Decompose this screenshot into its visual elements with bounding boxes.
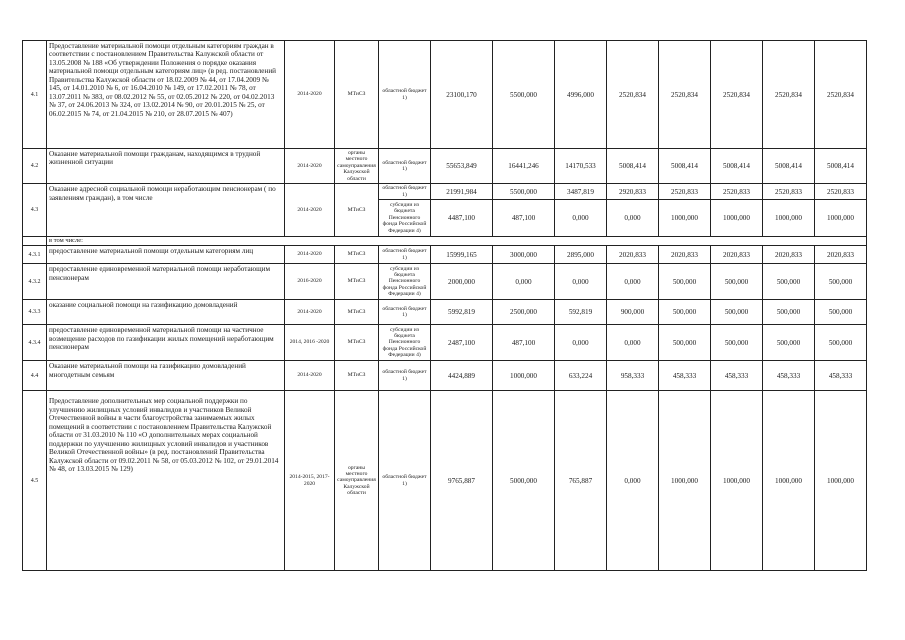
table-row [23, 184, 867, 200]
row-period: 2014-2020 [285, 361, 335, 391]
row-2018: 5008,414 [711, 149, 763, 184]
row-2015: 0,000 [555, 200, 607, 237]
row-2017: 1000,000 [659, 391, 711, 571]
row-2018: 2020,833 [711, 246, 763, 264]
row-description: оказание социальной помощи на газификацию домовладений [47, 300, 285, 325]
row-number: 4.3 [23, 184, 47, 237]
row-executor: МТиСЗ [335, 264, 379, 300]
row-period: 2014-2020 [285, 246, 335, 264]
row-description: предоставление единовременной материальной помощи неработающим пенсионерам [47, 264, 285, 300]
row-total: 4424,889 [431, 361, 493, 391]
table-row [23, 41, 867, 149]
row-number: 4.3.4 [23, 325, 47, 361]
row-total: 4487,100 [431, 200, 493, 237]
row-description: Оказание материальной помощи гражданам, находящимся в трудной жизненной ситуации [47, 149, 285, 184]
row-2020: 500,000 [815, 264, 867, 300]
row-total: 21991,984 [431, 184, 493, 200]
row-2014: 5500,000 [493, 184, 555, 200]
row-2016: 0,000 [607, 391, 659, 571]
row-description: предоставление материальной помощи отдельным категориям лиц [47, 246, 285, 264]
row-2019: 5008,414 [763, 149, 815, 184]
row-description: предоставление единовременной материальной помощи на частичное возмещение расходов по газификации жилых помещений неработающим пенсионерам [47, 325, 285, 361]
table-row [23, 361, 867, 391]
row-period: 2014-2020 [285, 149, 335, 184]
row-2014: 5500,000 [493, 41, 555, 149]
row-source: областной бюджет 1) [379, 41, 431, 149]
row-description: Оказание адресной социальной помощи неработающим пенсионерам ( по заявлениям граждан), в том числе [47, 184, 285, 237]
table-row [23, 237, 867, 246]
row-source: субсидии из бюджета Пенсионного фонда Российской Федерации 4) [379, 325, 431, 361]
row-2014: 1000,000 [493, 361, 555, 391]
row-2018: 2520,834 [711, 41, 763, 149]
row-2016: 2920,833 [607, 184, 659, 200]
row-source: субсидии из бюджета Пенсионного фонда Российской Федерации 4) [379, 264, 431, 300]
row-2017: 500,000 [659, 325, 711, 361]
row-2017: 500,000 [659, 300, 711, 325]
row-source: субсидии из бюджета Пенсионного фонда Российской Федерации 4) [379, 200, 431, 237]
row-2019: 2520,834 [763, 41, 815, 149]
row-description: Предоставление материальной помощи отдельным категориям граждан в соответствии с постановлением Правительства Калужской области от 13.05.2008 № 188 «Об утверждении Положения о порядке оказания материальной помощи отдельным категориям лиц» (в ред. постановлений Правительства Калужской области от 18.02.2009 № 44, от 17.04.2009 № 145, от 14.01.2010 № 6, от 16.04.2010 № 149, от 17.02.2011 № 78, от 13.07.2011 № 383, от 08.02.2012 № 55, от 02.05.2012 № 220, от 04.02.2013 № 37, от 24.06.2013 № 324, от 13.02.2014 № 90, от 20.01.2015 № 25, от 06.02.2015 № 74, от 21.04.2015 № 210, от 28.07.2015 № 407) [47, 41, 285, 149]
table-row [23, 264, 867, 300]
row-2019: 2020,833 [763, 246, 815, 264]
row-2019: 1000,000 [763, 391, 815, 571]
row-2017: 2020,833 [659, 246, 711, 264]
row-2019: 2520,833 [763, 184, 815, 200]
row-2016: 0,000 [607, 264, 659, 300]
row-executor: МТиСЗ [335, 41, 379, 149]
row-2014: 5000,000 [493, 391, 555, 571]
row-2015: 2895,000 [555, 246, 607, 264]
row-2020: 458,333 [815, 361, 867, 391]
row-2018: 500,000 [711, 264, 763, 300]
row-executor: МТиСЗ [335, 325, 379, 361]
row-2015: 14170,533 [555, 149, 607, 184]
row-2017: 5008,414 [659, 149, 711, 184]
row-2015: 3487,819 [555, 184, 607, 200]
table-row [23, 325, 867, 361]
row-2017: 458,333 [659, 361, 711, 391]
table-row [23, 246, 867, 264]
row-2019: 500,000 [763, 325, 815, 361]
row-2019: 458,333 [763, 361, 815, 391]
row-source: областной бюджет 1) [379, 300, 431, 325]
row-total: 2487,100 [431, 325, 493, 361]
row-description: Предоставление дополнительных мер социальной поддержки по улучшению жилищных условий инвалидов и участников Великой Отечественной войны в части благоустройства занимаемых жилых помещений в соответствии с постановлением Правительства Калужской области от 31.03.2010 № 110 «О дополнительных мерах социальной поддержки по улучшению жилищных условий инвалидов и участников Великой Отечественной войны» (в ред. постановлений Правительства Калужской области от 09.02.2011 № 58, от 05.03.2012 № 102, от 29.01.2014 № 48, от 13.03.2015 № 129) [47, 391, 285, 571]
row-2014: 2500,000 [493, 300, 555, 325]
row-period: 2016-2020 [285, 264, 335, 300]
row-executor: МТиСЗ [335, 246, 379, 264]
row-2014: 3000,000 [493, 246, 555, 264]
including-label: в том числе: [47, 237, 867, 246]
row-2020: 2520,833 [815, 184, 867, 200]
row-period: 2014-2020 [285, 300, 335, 325]
row-2020: 2020,833 [815, 246, 867, 264]
row-2018: 500,000 [711, 300, 763, 325]
row-2018: 1000,000 [711, 200, 763, 237]
row-2020: 500,000 [815, 300, 867, 325]
row-2015: 0,000 [555, 264, 607, 300]
row-source: областной бюджет 1) [379, 361, 431, 391]
row-total: 23100,170 [431, 41, 493, 149]
row-2015: 0,000 [555, 325, 607, 361]
row-2020: 1000,000 [815, 200, 867, 237]
row-executor: органы местного самоуправления Калужской области [335, 391, 379, 571]
row-2014: 0,000 [493, 264, 555, 300]
row-2019: 500,000 [763, 300, 815, 325]
row-2018: 1000,000 [711, 391, 763, 571]
row-number: 4.1 [23, 41, 47, 149]
row-executor: МТиСЗ [335, 300, 379, 325]
row-number: 4.3.3 [23, 300, 47, 325]
row-2017: 1000,000 [659, 200, 711, 237]
row-2016: 5008,414 [607, 149, 659, 184]
row-2018: 2520,833 [711, 184, 763, 200]
row-2015: 633,224 [555, 361, 607, 391]
row-2015: 765,887 [555, 391, 607, 571]
program-table [22, 40, 867, 571]
row-total: 5992,819 [431, 300, 493, 325]
row-executor: органы местного самоуправления Калужской области [335, 149, 379, 184]
row-2014: 16441,246 [493, 149, 555, 184]
row-period: 2014-2015, 2017-2020 [285, 391, 335, 571]
row-source: областной бюджет 1) [379, 184, 431, 200]
row-2016: 2520,834 [607, 41, 659, 149]
row-2018: 500,000 [711, 325, 763, 361]
row-source: областной бюджет 1) [379, 246, 431, 264]
row-total: 2000,000 [431, 264, 493, 300]
row-2017: 2520,833 [659, 184, 711, 200]
row-number: 4.3.2 [23, 264, 47, 300]
row-2020: 5008,414 [815, 149, 867, 184]
row-total: 15999,165 [431, 246, 493, 264]
row-total: 9765,887 [431, 391, 493, 571]
row-number: 4.2 [23, 149, 47, 184]
row-2020: 2520,834 [815, 41, 867, 149]
row-2016: 958,333 [607, 361, 659, 391]
row-executor: МТиСЗ [335, 184, 379, 237]
row-executor: МТиСЗ [335, 361, 379, 391]
table-row [23, 391, 867, 571]
row-2019: 1000,000 [763, 200, 815, 237]
row-period: 2014-2020 [285, 41, 335, 149]
row-2014: 487,100 [493, 325, 555, 361]
row-2015: 592,819 [555, 300, 607, 325]
row-2019: 500,000 [763, 264, 815, 300]
row-2014: 487,100 [493, 200, 555, 237]
row-2018: 458,333 [711, 361, 763, 391]
row-description: Оказание материальной помощи на газификацию домовладений многодетным семьям [47, 361, 285, 391]
row-2016: 2020,833 [607, 246, 659, 264]
table-row [23, 300, 867, 325]
row-total: 55653,849 [431, 149, 493, 184]
row-2020: 1000,000 [815, 391, 867, 571]
row-2016: 0,000 [607, 325, 659, 361]
row-number: 4.3.1 [23, 246, 47, 264]
row-period: 2014, 2016 -2020 [285, 325, 335, 361]
row-period: 2014-2020 [285, 184, 335, 237]
row-2016: 900,000 [607, 300, 659, 325]
row-number: 4.4 [23, 361, 47, 391]
row-source: областной бюджет 1) [379, 391, 431, 571]
row-2016: 0,000 [607, 200, 659, 237]
row-2020: 500,000 [815, 325, 867, 361]
row-2017: 2520,834 [659, 41, 711, 149]
row-2017: 500,000 [659, 264, 711, 300]
row-2015: 4996,000 [555, 41, 607, 149]
row-number: 4.5 [23, 391, 47, 571]
row-source: областной бюджет 1) [379, 149, 431, 184]
table-row [23, 149, 867, 184]
